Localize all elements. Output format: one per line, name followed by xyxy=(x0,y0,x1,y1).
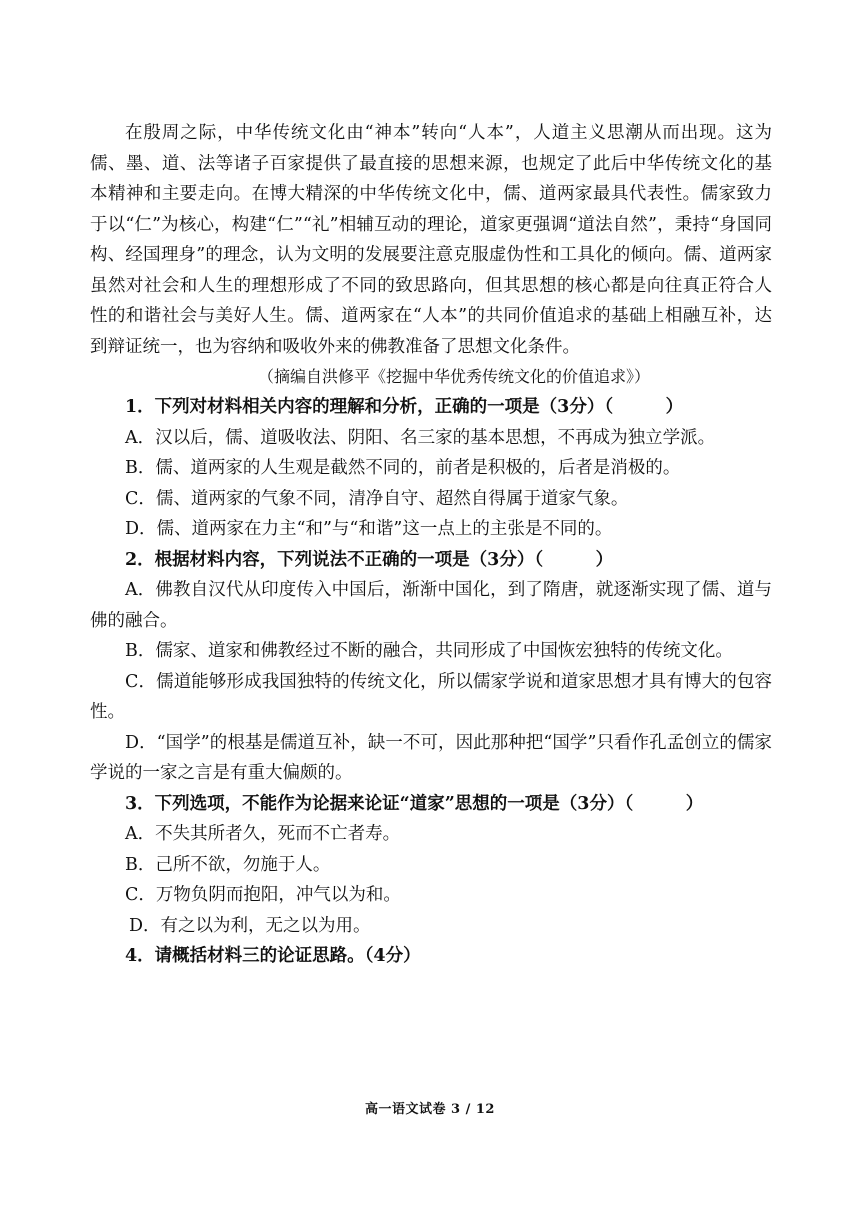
passage-source: （摘编自洪修平《挖掘中华优秀传统文化的价值追求》） xyxy=(258,367,651,386)
question-4-title: 4．请概括材料三的论证思路。（4分） xyxy=(125,946,421,966)
question-2-option-c: C．儒道能够形成我国独特的传统文化，所以儒家学说和道家思想才具有博大的包容性。 xyxy=(90,671,772,722)
question-1-option-d: D．儒、道两家在力主“和”与“和谐”这一点上的主张是不同的。 xyxy=(125,519,613,539)
question-2-title: 2．根据材料内容，下列说法不正确的一项是（3分）（ ） xyxy=(125,549,614,570)
question-2-option-d: D．“国学”的根基是儒道互补，缺一不可，因此那种把“国学”只看作孔孟创立的儒家学说的一家之言是有重大偏颇的。 xyxy=(90,732,772,783)
question-3-title: 3．下列选项，不能作为论据来论证“道家”思想的一项是（3分）（ ） xyxy=(125,793,704,814)
exam-page xyxy=(90,118,772,972)
question-2 xyxy=(90,545,772,789)
question-2-option-a: A．佛教自汉代从印度传入中国后，渐渐中国化，到了隋唐，就逐渐实现了儒、道与佛的融合。 xyxy=(90,580,772,631)
question-1-option-a: A．汉以后，儒、道吸收法、阴阳、名三家的基本思想，不再成为独立学派。 xyxy=(125,427,716,448)
question-1 xyxy=(90,392,772,545)
question-2-option-b: B．儒家、道家和佛教经过不断的融合，共同形成了中国恢宏独特的传统文化。 xyxy=(125,641,733,661)
question-3 xyxy=(90,789,772,942)
page-footer: 高一语文试卷 3 / 12 xyxy=(365,1102,495,1117)
question-3-option-a: A．不失其所者久，死而不亡者寿。 xyxy=(125,824,401,844)
reading-passage: 在殷周之际，中华传统文化由“神本”转向“人本”，人道主义思潮从而出现。这为儒、墨、道、法等诸子百家提供了最直接的思想来源，也规定了此后中华传统文化的基本精神和主要走向。在博大精深的中华传统文化中，儒、道两家最具代表性。儒家致力于以“仁”为核心，构建“仁”“礼”相辅互动的理论，道家更强调“道法自然”，秉持“身国同构、经国理身”的理念，认为文明的发展要注意克服虚伪性和工具化的倾向。儒、道两家虽然对社会和人生的理想形成了不同的致思路向，但其思想的核心都是向往真正符合人性的和谐社会与美好人生。儒、道两家在“人本”的共同价值追求的基础上相融互补，达到辩证统一，也为容纳和吸收外来的佛教准备了思想文化条件。 xyxy=(90,123,772,357)
question-3-option-d: D．有之以为利，无之以为用。 xyxy=(129,915,371,936)
question-4 xyxy=(90,941,772,972)
question-1-option-c: C．儒、道两家的气象不同，清净自守、超然自得属于道家气象。 xyxy=(125,488,629,509)
question-1-option-b: B．儒、道两家的人生观是截然不同的，前者是积极的，后者是消极的。 xyxy=(125,458,681,478)
question-1-title: 1．下列对材料相关内容的理解和分析，正确的一项是（3分）（ ） xyxy=(125,397,684,417)
question-3-option-b: B．己所不欲，勿施于人。 xyxy=(125,854,331,875)
question-3-option-c: C．万物负阴而抱阳，冲气以为和。 xyxy=(125,885,401,905)
